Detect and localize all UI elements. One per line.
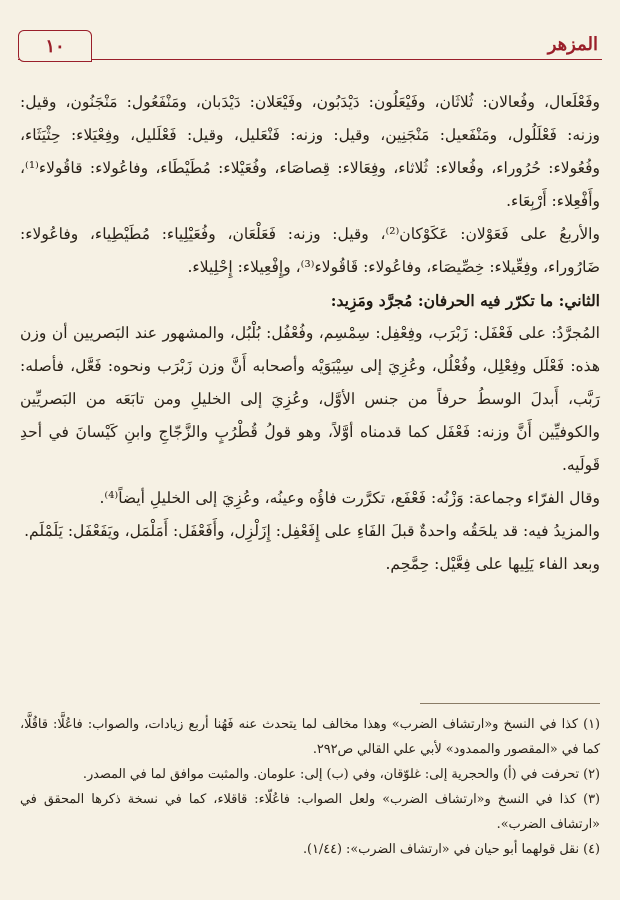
footnote: (١) كذا في النسخ و«ارتشاف الضرب» وهذا مخالف لما يتحدث عنه فَهُنا أربع زيادات، والصواب: فاعُلَّا: قاقُلَّا، كما في «المقصور والممدود» لأبي علي القالي ص٢٩٢. — [20, 717, 600, 757]
header-rule — [18, 59, 602, 60]
footnote: (٢) تحرفت في (أ) والحجرية إلى: غلوّقان، وفي (ب) إلى: علومان. والمثبت موافق لما في المصدر. — [82, 767, 600, 782]
main-text — [20, 86, 600, 581]
footnotes — [20, 712, 600, 862]
footnote: (٤) نقل قولهما أبو حيان في «ارتشاف الضرب»: (١/٤٤). — [302, 842, 600, 857]
page-header — [18, 28, 602, 64]
paragraph: والأربعُ على فَعَوْلان: عَكَوْكان⁽²⁾، وقيل: وزنه: فَعَلْعَان، وفُعَيْلِياء: مُطَيْطِياء، وفاعُولاء: ضَارُوراء، وفِعِّيلاء: خِصِّيصَاء، وفاعُولاء: قَاقُولاء⁽³⁾، وإِفْعِيلاء: إِحْلِيلاء. — [20, 225, 600, 276]
paragraph: المُجرَّدُ: على فَعْفَل: زَبْرَب، وفِعْفِل: سِمْسِم، وفُعْفُل: بُلْبُل، والمشهور عند البَصريين أن وزن هذه: فَعْلَل وفِعْلِل، وفُعْلُل، وعُزِيَ إلى سِيْبَوَيْه وأصحابه أَنَّ وزن زَبْرَب ونحوه: فَعَّل، فأصله: رَبَّب، أَبدلَ الوسطُ حرفاً من جنس الأوَّل، وعُزِيَ إلى الخليلِ ومن تابَعَه من البَصريِّين والكوفيِّين أَنَّ وزنه: فَعْفَل كما قدمناه أوَّلاً، وهو قولُ قُطْرُبٍ والزَّجّاجِ وابنِ كَيْسانَ في أحدِ قَولَيه. — [20, 324, 600, 474]
running-title: المزهر — [540, 34, 598, 55]
paragraph: وفَعْلَعال، وفُعالان: ثُلاثَان، وفَيْعَلُون: دَيْدَبُون، وفَيْعَلان: دَيْدَبان، ومَنْفَعُول: مَنْجَنُون، وقيل: وزنه: فَعْلَلُول، ومَنْفَعيل: مَنْجَنِين، وقيل: وزنه: فَنْعَليل، وقيل: فَعْلَليل، وفِعْيَلاء: حِثْيَثَاء، وفُعُولاء: حُرُوراء، وفُعالاء: ثُلاثاء، وفِعَالاء: قِصاصَاء، وفُعَيْلاء: مُطَيْطَاء، وفاعُولاء: قاقُولاء⁽¹⁾، وأَفْعِلاء: أَرْبِعَاء. — [20, 93, 600, 210]
paragraph: وقال الفرّاء وجماعة: وَزْنُه: فَعْفَع، تكرَّرت فاؤُه وعينُه، وعُزِيَ إلى الخليلِ أيضاً⁽⁴⁾. — [99, 489, 600, 507]
paragraph: والمزيدُ فيه: قد يلحَقُه واحدةٌ قبلَ الفَاءِ على إِفَعْفِل: إِزَلْزِل، وأَفَعْفَل: أَمَلْمَل، ويَفَعْفَل: يَلَمْلَم. — [24, 522, 600, 540]
paragraph: وبعد الفاء يَلِيها على فِعَّيْل: حِمَّحِم. — [385, 555, 600, 573]
footnote-separator — [420, 703, 600, 704]
footnote: (٣) كذا في النسخ و«ارتشاف الضرب» ولعل الصواب: فاعُلّاء: قاقلاء، كما في نسخة ذكرها المحقق في «ارتشاف الضرب». — [20, 792, 600, 832]
section-heading: الثاني: ما تكرّر فيه الحرفان: مُجرَّد ومَزِيد: — [330, 291, 600, 310]
page-number: ١٠ — [18, 30, 92, 62]
